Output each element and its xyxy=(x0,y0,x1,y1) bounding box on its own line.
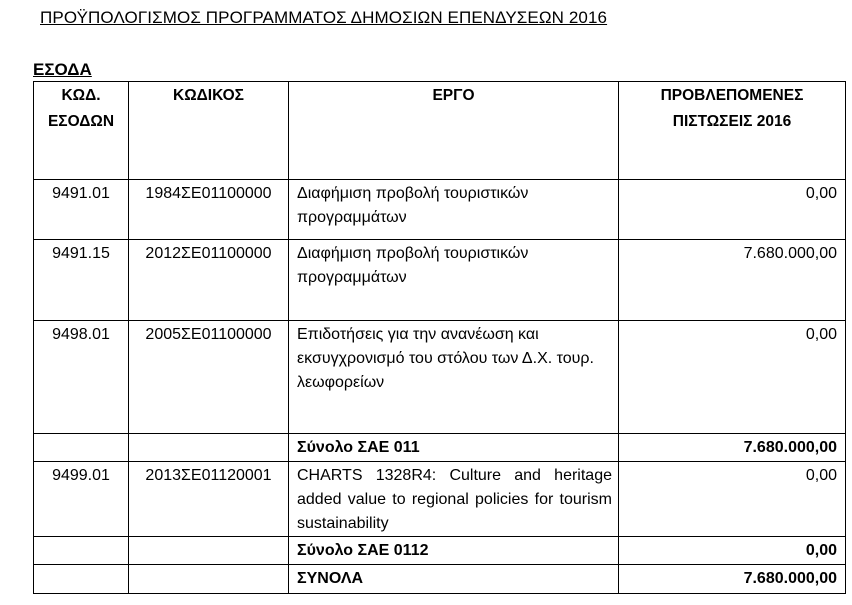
grand-total-amount: 7.680.000,00 xyxy=(619,565,846,594)
project-cell: Επιδοτήσεις για την ανανέωση και εκσυγχρονισμό του στόλου των Δ.Χ. τουρ. λεωφορείων xyxy=(289,321,619,434)
subtotal-row xyxy=(34,537,846,565)
header-revenue-code-line2: ΕΣΟΔΩΝ xyxy=(47,113,115,130)
project-code-cell: 1984ΣΕ01100000 xyxy=(129,180,289,240)
amount-cell: 0,00 xyxy=(619,462,846,537)
project-cell: Διαφήμιση προβολή τουριστικών προγραμμάτων xyxy=(289,180,619,240)
empty-cell xyxy=(129,434,289,462)
header-code xyxy=(129,82,289,180)
header-project xyxy=(289,82,619,180)
header-appropriations-line2: ΠΙΣΤΩΣΕΙΣ 2016 xyxy=(672,113,792,130)
header-revenue-code-line1: ΚΩΔ. xyxy=(61,87,101,104)
empty-cell xyxy=(34,537,129,565)
amount-cell: 7.680.000,00 xyxy=(619,240,846,321)
table-row xyxy=(34,462,846,537)
empty-cell xyxy=(34,434,129,462)
header-appropriations-line1: ΠΡΟΒΛΕΠΟΜΕΝΕΣ xyxy=(660,87,804,104)
table-row xyxy=(34,321,846,434)
amount-cell: 0,00 xyxy=(619,321,846,434)
grand-total-label: ΣΥΝΟΛΑ xyxy=(289,565,619,594)
subtotal-label: Σύνολο ΣΑΕ 0112 xyxy=(289,537,619,565)
amount-cell: 0,00 xyxy=(619,180,846,240)
empty-cell xyxy=(34,565,129,594)
header-appropriations xyxy=(619,82,846,180)
subtotal-amount: 0,00 xyxy=(619,537,846,565)
project-cell: Διαφήμιση προβολή τουριστικών προγραμμάτων xyxy=(289,240,619,321)
project-code-cell: 2005ΣΕ01100000 xyxy=(129,321,289,434)
subtotal-label: Σύνολο ΣΑΕ 011 xyxy=(289,434,619,462)
table-row xyxy=(34,180,846,240)
header-revenue-code xyxy=(34,82,129,180)
header-code-label: ΚΩΔΙΚΟΣ xyxy=(173,87,244,104)
empty-cell xyxy=(129,537,289,565)
budget-table xyxy=(33,81,846,594)
subtotal-amount: 7.680.000,00 xyxy=(619,434,846,462)
grand-total-row xyxy=(34,565,846,594)
table-header-row xyxy=(34,82,846,180)
header-project-label: ΕΡΓΟ xyxy=(432,87,475,104)
project-cell: CHARTS 1328R4: Culture and heritage added value to regional policies for tourism sustainability xyxy=(289,462,619,537)
document-title: ΠΡΟΫΠΟΛΟΓΙΣΜΟΣ ΠΡΟΓΡΑΜΜΑΤΟΣ ΔΗΜΟΣΙΩΝ ΕΠΕΝΔΥΣΕΩΝ 2016 xyxy=(40,8,608,27)
empty-cell xyxy=(129,565,289,594)
table-row xyxy=(34,240,846,321)
revenue-code-cell: 9499.01 xyxy=(34,462,129,537)
project-code-cell: 2013ΣΕ01120001 xyxy=(129,462,289,537)
project-code-cell: 2012ΣΕ01100000 xyxy=(129,240,289,321)
subtotal-row xyxy=(34,434,846,462)
revenue-code-cell: 9491.01 xyxy=(34,180,129,240)
revenue-code-cell: 9491.15 xyxy=(34,240,129,321)
revenue-code-cell: 9498.01 xyxy=(34,321,129,434)
section-heading: ΕΣΟΔΑ xyxy=(33,60,92,79)
